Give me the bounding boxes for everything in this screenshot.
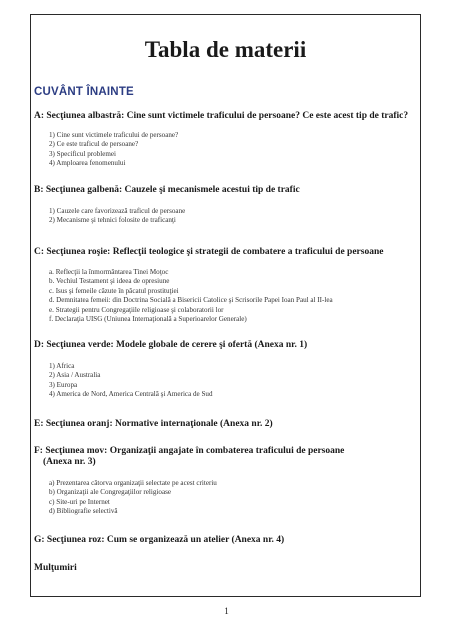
section-c-heading: C: Secţiunea roşie: Reflecţii teologice şi strategii de combatere a traficului de persoane bbox=[34, 247, 384, 257]
list-item: c) Site-uri pe Internet bbox=[49, 497, 110, 506]
list-item: 2) Mecanisme şi tehnici folosite de traficanţi bbox=[49, 216, 176, 225]
section-f-heading-line2: (Anexa nr. 3) bbox=[43, 457, 96, 467]
page-title: Tabla de materii bbox=[144, 37, 307, 62]
section-a-list bbox=[49, 131, 441, 169]
section-d-heading: D: Secţiunea verde: Modele globale de cerere şi ofertă (Anexa nr. 1) bbox=[34, 340, 308, 350]
section-b-heading: B: Secţiunea galbenă: Cauzele şi mecanismele acestui tip de trafic bbox=[34, 185, 300, 195]
list-item: d. Demnitatea femeii: din Doctrina Socială a Bisericii Catolice şi Scrisorile Papei Ioan Paul al II-lea bbox=[49, 296, 333, 305]
page-number: 1 bbox=[224, 606, 229, 616]
section-c-list bbox=[49, 268, 441, 324]
section-g-heading: G: Secţiunea roz: Cum se organizează un atelier (Anexa nr. 4) bbox=[34, 535, 285, 545]
list-item: a. Reflecţii la înmormântarea Tinei Moţoc bbox=[49, 268, 169, 276]
list-item: 1) Africa bbox=[49, 362, 75, 370]
list-item: 4) America de Nord, America Centrală şi America de Sud bbox=[49, 390, 213, 399]
section-f-heading-line1: F: Secţiunea mov: Organizaţii angajate în combaterea traficului de persoane bbox=[34, 446, 345, 456]
section-d-list bbox=[49, 362, 441, 400]
list-item: 4) Amploarea fenomenului bbox=[49, 159, 126, 168]
list-item: 2) Ce este traficul de persoane? bbox=[49, 140, 139, 149]
list-item: 3) Specificul problemei bbox=[49, 149, 116, 158]
list-item: b. Vechiul Testament şi ideea de opresiune bbox=[49, 277, 170, 286]
section-f-list bbox=[49, 479, 441, 517]
section-f-heading bbox=[34, 446, 439, 468]
acknowledgements-heading: Mulţumiri bbox=[34, 563, 77, 573]
section-e-heading: E: Secţiunea oranj: Normative internaţionale (Anexa nr. 2) bbox=[34, 419, 273, 429]
section-b-list bbox=[49, 207, 441, 226]
foreword-heading: CUVÂNT ÎNAINTE bbox=[34, 86, 134, 98]
list-item: 2) Asia / Australia bbox=[49, 371, 101, 380]
list-item: b) Organizaţii ale Congregaţiilor religioase bbox=[49, 488, 171, 497]
list-item: 1) Cine sunt victimele traficului de persoane? bbox=[49, 131, 179, 139]
list-item: e. Strategii pentru Congregaţiile religioase şi colaboratorii lor bbox=[49, 305, 224, 314]
list-item: 3) Europa bbox=[49, 380, 78, 389]
list-item: a) Prezentarea câtorva organizaţii selectate pe acest criteriu bbox=[49, 479, 217, 487]
section-a-heading: A: Secţiunea albastră: Cine sunt victimele traficului de persoane? Ce este acest tip de trafic? bbox=[34, 111, 409, 121]
list-item: c. Isus şi femeile căzute în păcatul prostituţiei bbox=[49, 286, 179, 295]
list-item: f. Declaraţia UISG (Uniunea Internaţională a Superioarelor Generale) bbox=[49, 315, 247, 324]
list-item: 1) Cauzele care favorizează traficul de persoane bbox=[49, 207, 186, 215]
list-item: d) Bibliografie selectivă bbox=[49, 507, 118, 516]
